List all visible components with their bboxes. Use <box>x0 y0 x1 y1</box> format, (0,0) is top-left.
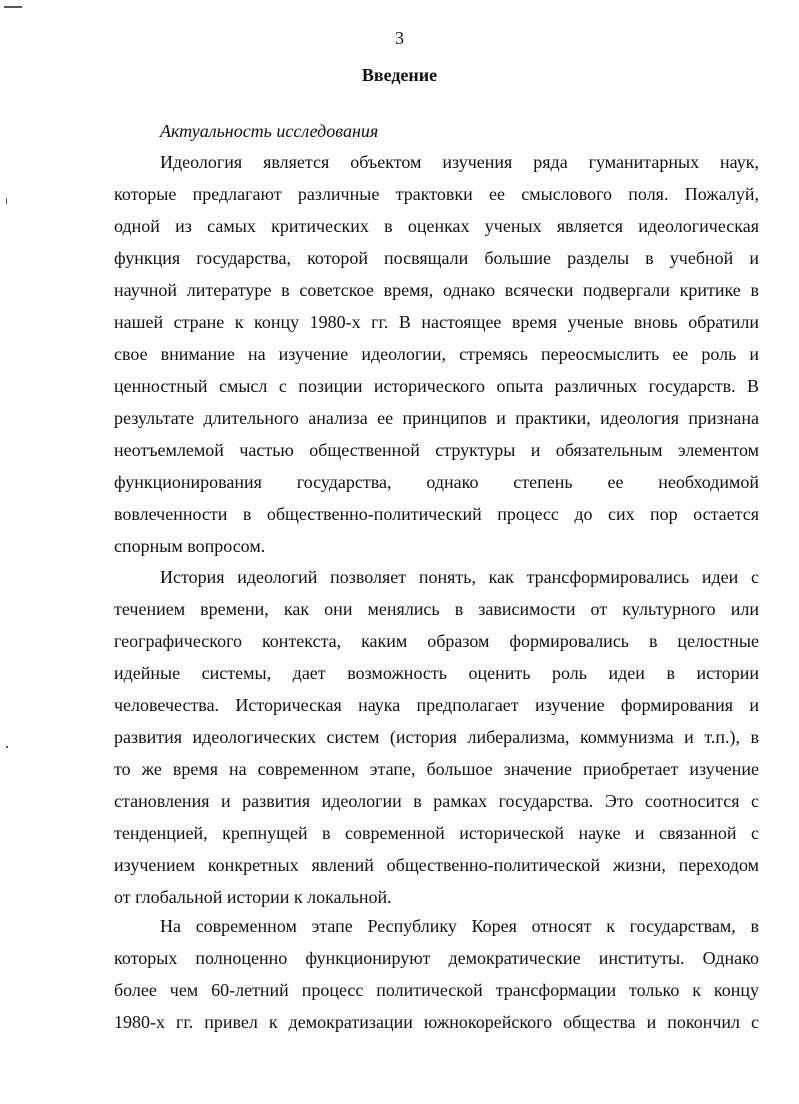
text-line: от глобальной истории к локальной. <box>114 887 392 907</box>
paragraph-2 <box>114 561 759 913</box>
text-line: которые предлагают различные трактовки ее смыслового поля. Пожалуй, <box>114 184 759 204</box>
text-line: более чем 60-летний процесс политической трансформации только к концу <box>114 980 759 1000</box>
paragraph-3 <box>114 910 759 1038</box>
text-line: спорным вопросом. <box>114 536 266 556</box>
scan-artifact-mark <box>4 6 22 8</box>
text-line: которых полноценно функционируют демократические институты. Однако <box>114 948 759 968</box>
paragraph-1 <box>114 146 759 562</box>
text-line: функционирования государства, однако степень ее необходимой <box>114 472 759 492</box>
text-line: развития идеологических систем (история либерализма, коммунизма и т.п.), в <box>114 727 759 747</box>
text-line: функция государства, которой посвящали большие разделы в учебной и <box>114 248 759 268</box>
text-line: становления и развития идеологии в рамках государства. Это соотносится с <box>114 791 759 811</box>
page-number: 3 <box>395 28 404 48</box>
text-line: одной из самых критических в оценках ученых является идеологическая <box>114 216 759 236</box>
subsection-heading: Актуальность исследования <box>160 121 379 141</box>
text-line: Идеология является объектом изучения ряда гуманитарных наук, <box>160 152 759 172</box>
text-line: свое внимание на изучение идеологии, стремясь переосмыслить ее роль и <box>114 344 759 364</box>
scan-artifact-mark <box>6 198 7 204</box>
text-line: изучением конкретных явлений общественно-политической жизни, переходом <box>114 855 759 875</box>
scan-artifact-mark <box>6 746 8 748</box>
text-line: научной литературе в советское время, однако всячески подвергали критике в <box>114 280 759 300</box>
text-line: История идеологий позволяет понять, как трансформировались идеи с <box>160 567 759 587</box>
text-line: 1980-х гг. привел к демократизации южнокорейского общества и покончил с <box>114 1012 759 1032</box>
text-line: нашей стране к концу 1980-х гг. В настоящее время ученые вновь обратили <box>114 312 759 332</box>
text-line: тенденцией, крепнущей в современной исторической науке и связанной с <box>114 823 759 843</box>
text-line: течением времени, как они менялись в зависимости от культурного или <box>114 599 759 619</box>
text-line: На современном этапе Республику Корея относят к государствам, в <box>160 916 759 936</box>
text-line: идейные системы, дает возможность оценить роль идеи в истории <box>114 663 759 683</box>
text-line: ценностный смысл с позиции исторического опыта различных государств. В <box>114 376 759 396</box>
text-line: результате длительного анализа ее принципов и практики, идеология признана <box>114 408 759 428</box>
text-line: вовлеченности в общественно-политический процесс до сих пор остается <box>114 504 759 524</box>
text-line: неотъемлемой частью общественной структуры и обязательным элементом <box>114 440 759 460</box>
text-line: географического контекста, каким образом формировались в целостные <box>114 631 759 651</box>
text-line: то же время на современном этапе, большое значение приобретает изучение <box>114 759 759 779</box>
section-heading: Введение <box>361 65 438 85</box>
text-line: человечества. Историческая наука предполагает изучение формирования и <box>114 695 759 715</box>
